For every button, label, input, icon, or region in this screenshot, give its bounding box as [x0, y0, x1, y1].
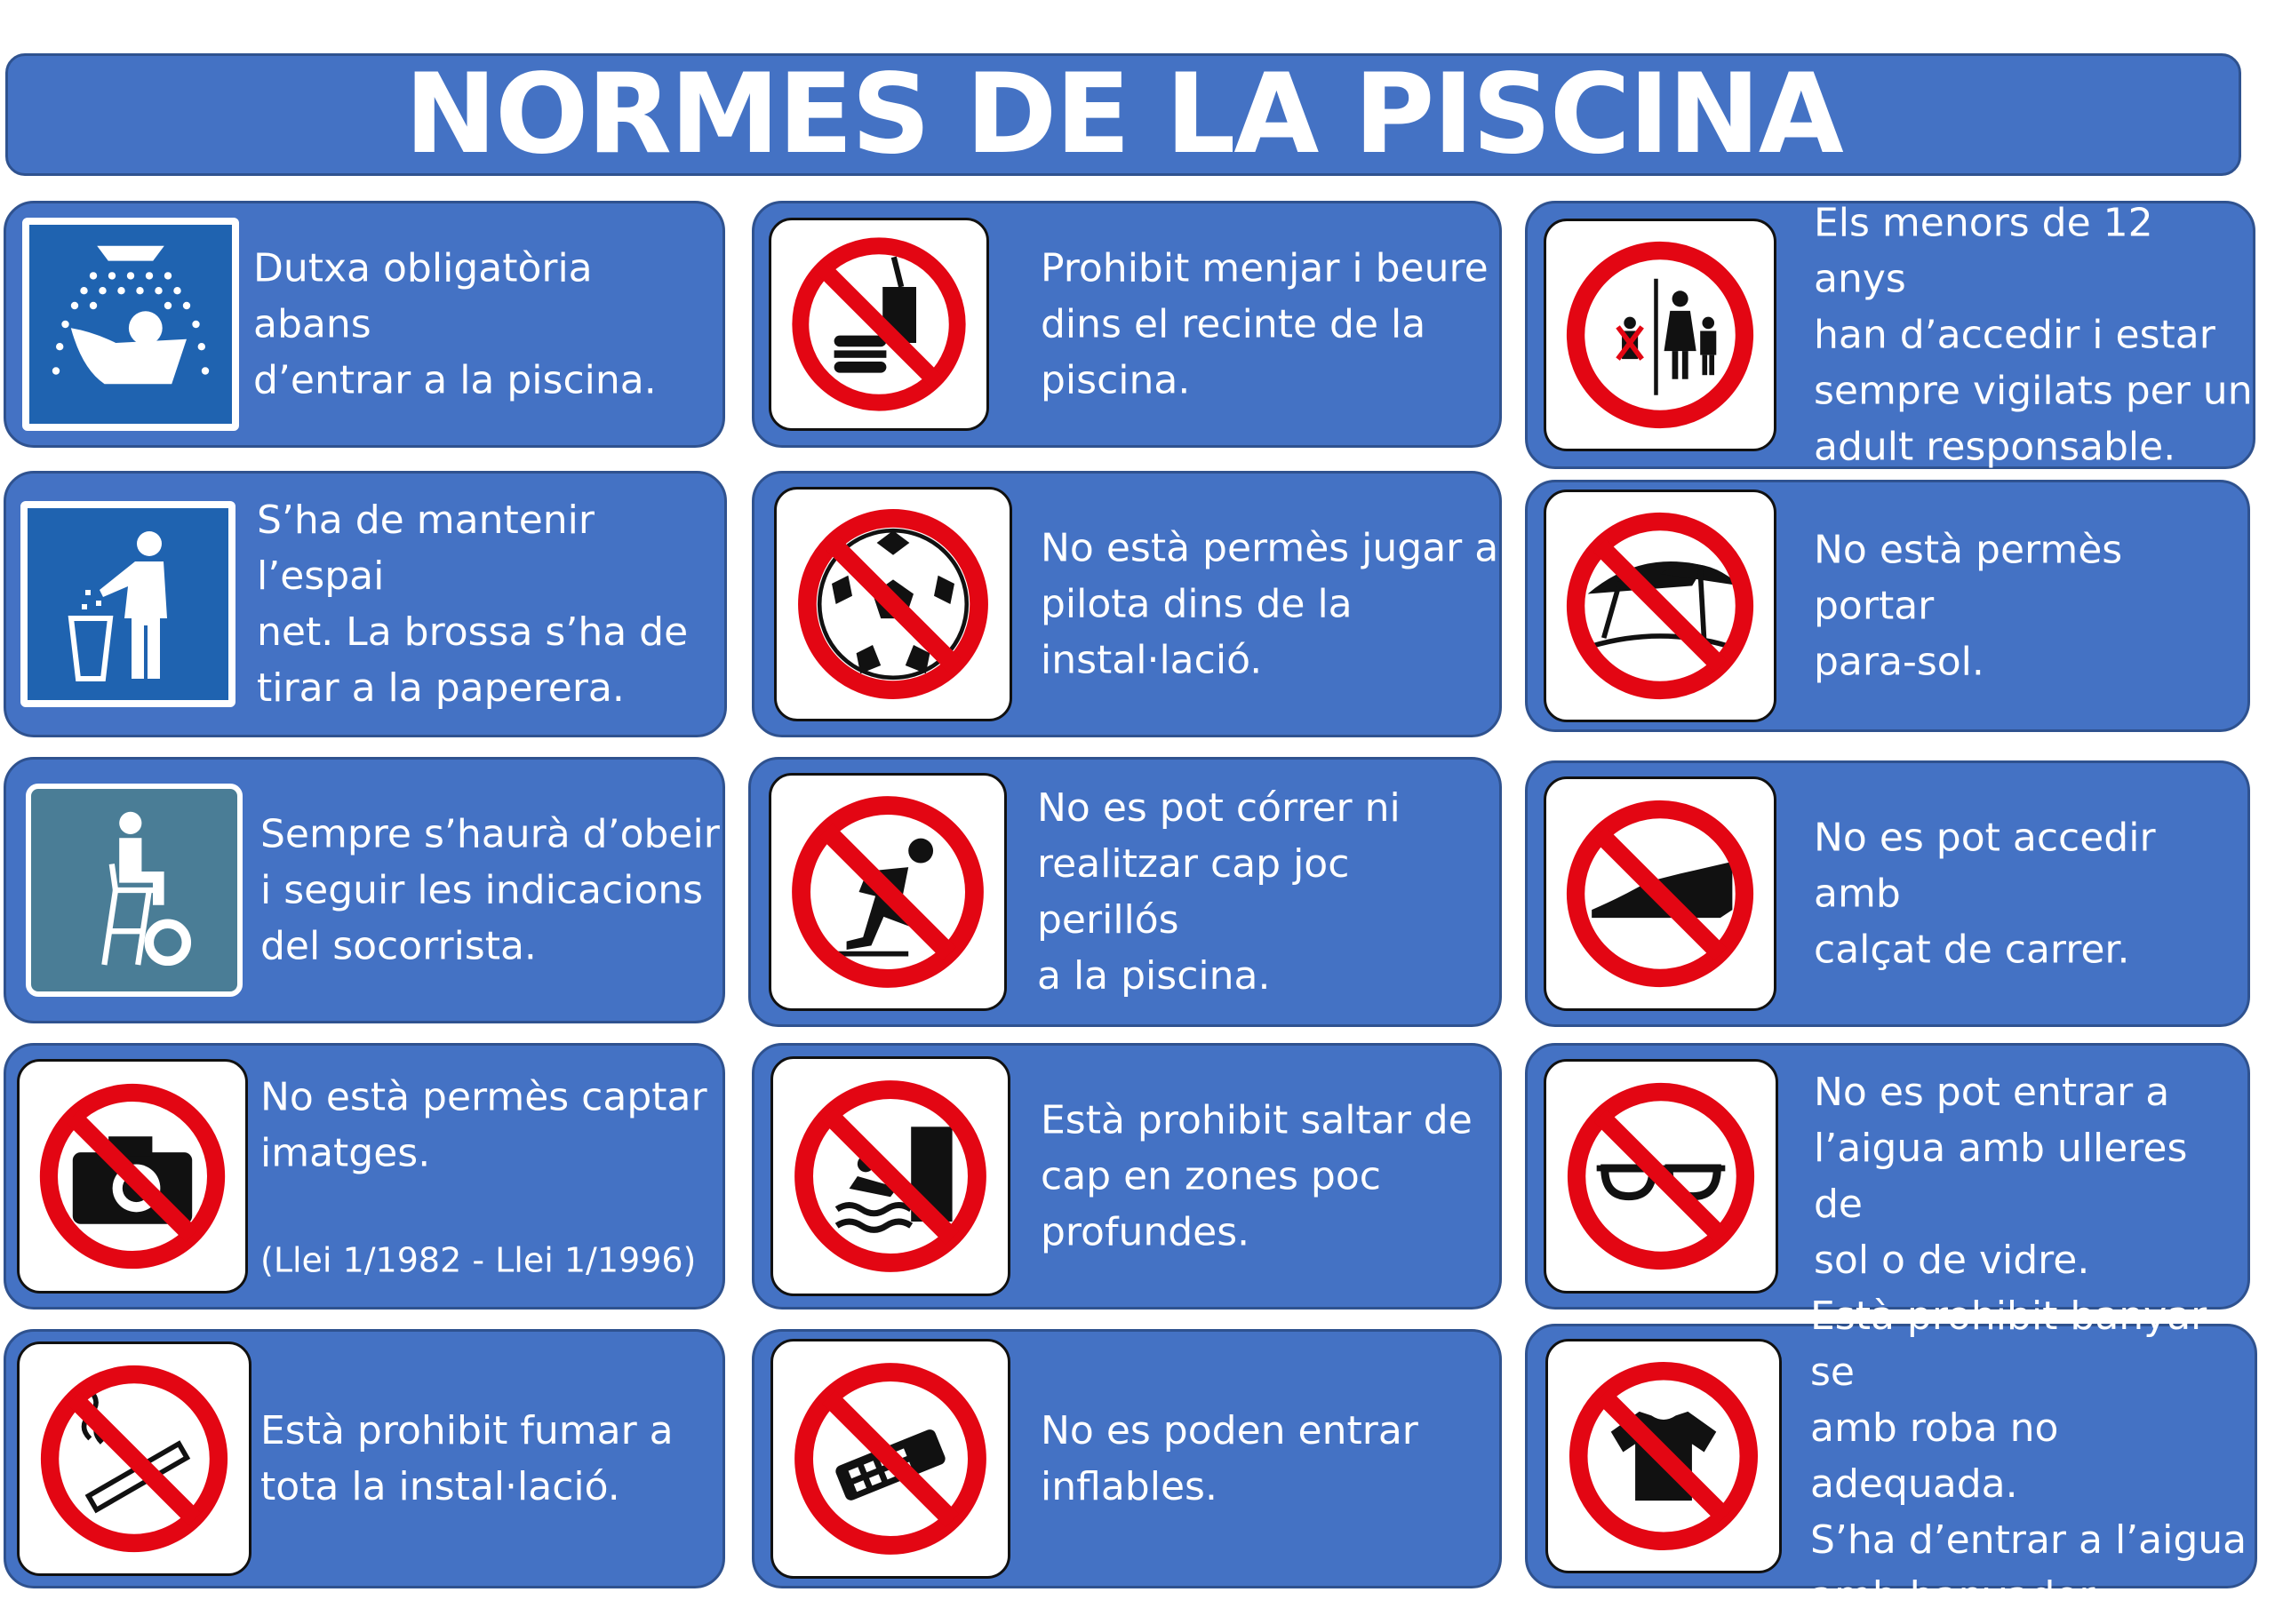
- no-street-clothes-icon: [1562, 1355, 1765, 1557]
- rule-card-running: [748, 757, 1502, 1027]
- rule-card-shower: [4, 201, 725, 448]
- no-smoking-icon: [34, 1358, 235, 1559]
- icon-frame: [1544, 1059, 1778, 1294]
- litter-bin-icon: [39, 515, 217, 693]
- icon-frame: [769, 773, 1007, 1011]
- no-running-icon: [785, 789, 991, 995]
- no-ball-games-icon: [791, 502, 995, 706]
- icon-frame: [20, 501, 235, 707]
- rule-card-children: [1525, 201, 2255, 469]
- rule-text: No es pot accedir amb calçat de carrer.: [1814, 815, 2156, 973]
- title-banner: [5, 51, 2241, 179]
- no-street-shoes-icon: [1560, 793, 1760, 994]
- icon-frame: [26, 784, 243, 997]
- rule-main-text: No està permès captar imatges.: [260, 1074, 707, 1176]
- no-inflatables-icon: [787, 1356, 994, 1562]
- no-diving-icon: [787, 1073, 994, 1279]
- rule-text: S’ha de mantenir l’espai net. La brossa s’ha de tirar a la paperera.: [257, 498, 689, 711]
- rule-text: Dutxa obligatòria abans d’entrar a la piscina.: [253, 245, 657, 403]
- rule-card-glasses: [1525, 1043, 2250, 1310]
- rule-text: Sempre s’haurà d’obeir i seguir les indicacions del socorrista.: [260, 811, 720, 969]
- icon-frame: [1545, 1339, 1782, 1573]
- rule-card-inflatables: [752, 1329, 1502, 1588]
- icon-frame: [1544, 776, 1776, 1011]
- rule-text: Està prohibit saltar de cap en zones poc profundes.: [1041, 1097, 1473, 1255]
- rule-text: Està prohibit fumar a tota la instal·lació.: [260, 1408, 674, 1509]
- rule-text: No es pot córrer ni realitzar cap joc perillós a la piscina.: [1037, 785, 1401, 999]
- page-title: NORMES DE LA PISCINA: [404, 51, 1842, 179]
- no-glasses-icon: [1561, 1076, 1761, 1277]
- rule-text: No està permès portar para-sol.: [1814, 527, 2123, 685]
- rule-card-clothes: [1525, 1294, 2257, 1619]
- rule-card-photo: [4, 1043, 725, 1310]
- rule-card-lifeguard: [4, 757, 725, 1023]
- no-umbrella-icon: [1560, 506, 1760, 706]
- rule-subtext: (Llei 1/1982 - Llei 1/1996): [260, 1240, 697, 1280]
- rule-text: No es poden entrar inflables.: [1041, 1408, 1418, 1509]
- rule-card-ball: [752, 471, 1502, 737]
- lifeguard-icon: [41, 797, 228, 983]
- rule-card-diving: [752, 1043, 1502, 1310]
- icon-frame: [774, 487, 1012, 721]
- icon-frame: [22, 218, 239, 431]
- rule-text: Està prohibit banyar-se amb roba no adequada. S’ha d’entrar a l’aigua amb banyador.: [1810, 1294, 2247, 1619]
- icon-frame: [1544, 219, 1776, 451]
- icon-frame: [1544, 490, 1776, 722]
- shower-icon: [37, 231, 224, 418]
- rule-text: [260, 1014, 707, 1340]
- rule-card-smoking: [4, 1329, 725, 1588]
- icon-frame: [770, 1339, 1010, 1579]
- rule-card-umbrella: [1525, 480, 2250, 732]
- rule-card-shoes: [1525, 760, 2250, 1027]
- rule-card-food: [752, 201, 1502, 448]
- rule-card-litter: [4, 471, 727, 737]
- icon-frame: [770, 1056, 1010, 1296]
- icon-frame: [769, 218, 989, 431]
- rule-text: No està permès jugar a pilota dins de la instal·lació.: [1041, 525, 1499, 683]
- rule-text: No es pot entrar a l’aigua amb ulleres de sol o de vidre.: [1814, 1070, 2188, 1283]
- rule-text: Els menors de 12 anys han d’accedir i estar sempre vigilats per un adult responsable.: [1814, 200, 2253, 470]
- no-photography-icon: [33, 1077, 232, 1276]
- icon-frame: [17, 1059, 248, 1294]
- rule-text: Prohibit menjar i beure dins el recinte de la piscina.: [1041, 245, 1489, 403]
- icon-frame: [17, 1341, 251, 1576]
- no-food-drink-icon: [786, 231, 972, 418]
- no-unsupervised-children-icon: [1560, 235, 1760, 435]
